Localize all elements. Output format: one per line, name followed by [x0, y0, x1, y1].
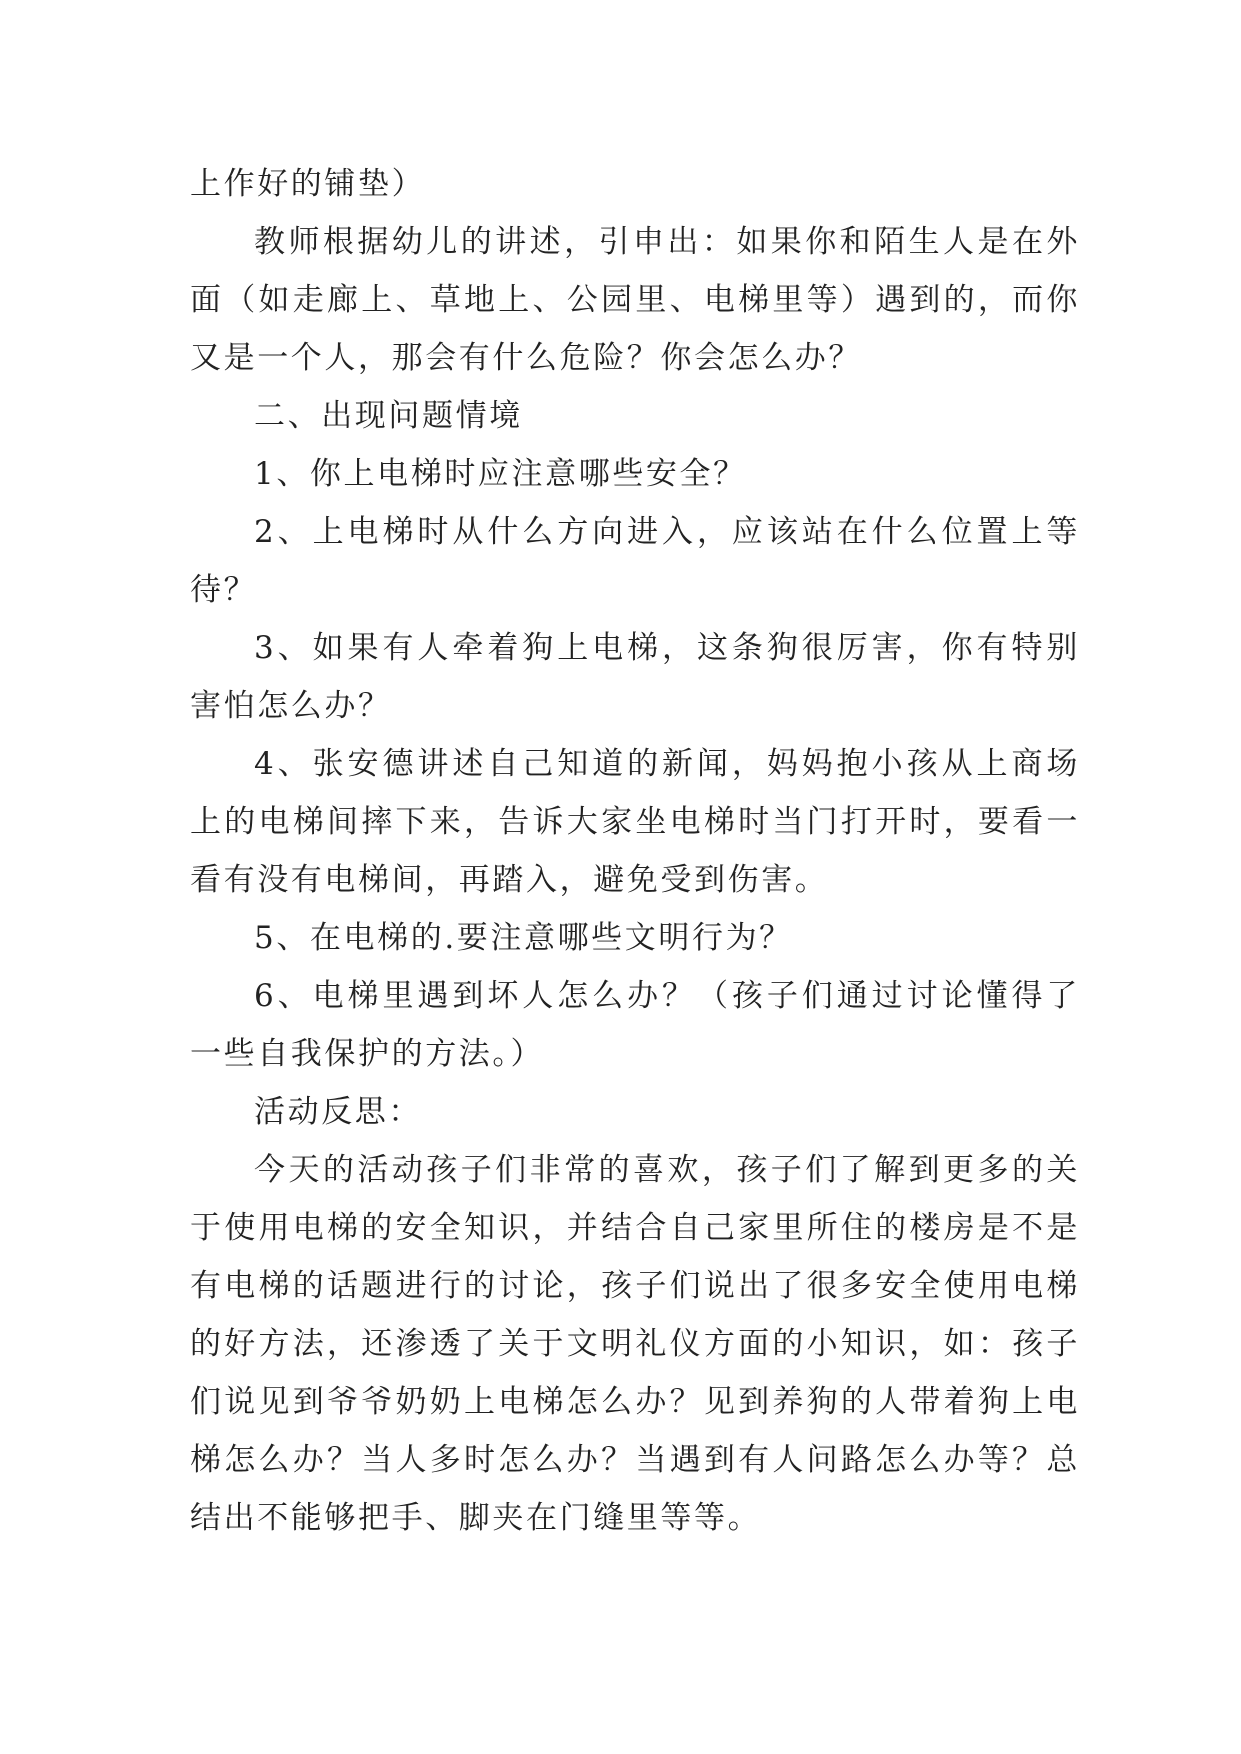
- list-item-3: 3、如果有人牵着狗上电梯，这条狗很厉害，你有特别害怕怎么办？: [190, 630, 1080, 724]
- list-item-2: 2、上电梯时从什么方向进入，应该站在什么位置上等待？: [190, 514, 1080, 608]
- list-item-4: 4、张安德讲述自己知道的新闻，妈妈抱小孩从上商场上的电梯间摔下来，告诉大家坐电梯时当门打开时，要看一看有没有电梯间，再踏入，避免受到伤害。: [190, 746, 1080, 898]
- list-item-1: 1、你上电梯时应注意哪些安全？: [254, 456, 747, 492]
- list-item-6: 6、电梯里遇到坏人怎么办？（孩子们通过讨论懂得了一些自我保护的方法。）: [190, 978, 1080, 1072]
- section-heading-problem-situations: 二、出现问题情境: [254, 398, 523, 434]
- list-item-5: 5、在电梯的.要注意哪些文明行为？: [254, 920, 793, 956]
- paragraph-teacher-prompt: 教师根据幼儿的讲述，引申出：如果你和陌生人是在外面（如走廊上、草地上、公园里、电梯里等）遇到的，而你又是一个人，那会有什么危险？你会怎么办？: [190, 224, 1080, 376]
- document-body: [190, 155, 1080, 1547]
- section-heading-reflection: 活动反思：: [254, 1094, 422, 1130]
- paragraph-continuation: 上作好的铺垫）: [190, 166, 426, 202]
- paragraph-reflection: 今天的活动孩子们非常的喜欢，孩子们了解到更多的关于使用电梯的安全知识，并结合自己家里所住的楼房是不是有电梯的话题进行的讨论，孩子们说出了很多安全使用电梯的好方法，还渗透了关于文明礼仪方面的小知识，如：孩子们说见到爷爷奶奶上电梯怎么办？见到养狗的人带着狗上电梯怎么办？当人多时怎么办？当遇到有人问路怎么办等？总结出不能够把手、脚夹在门缝里等等。: [190, 1152, 1080, 1536]
